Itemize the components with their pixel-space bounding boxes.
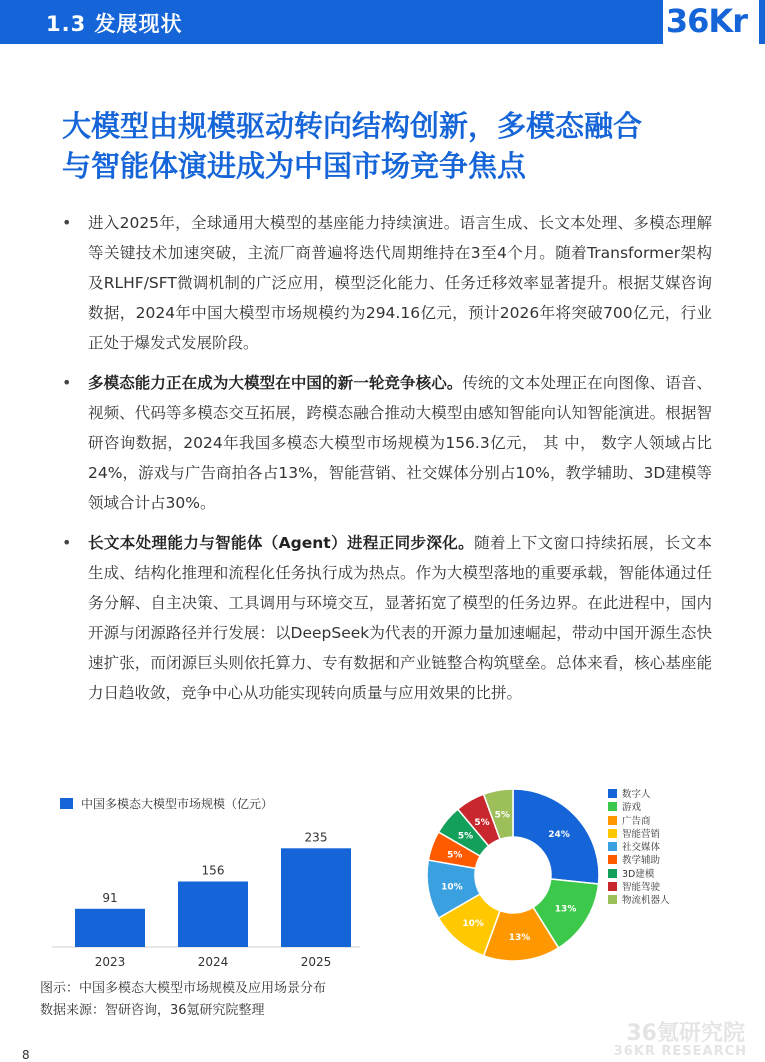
legend-label: 智能营销 bbox=[622, 828, 661, 840]
section-header-bar bbox=[0, 0, 765, 44]
legend-item bbox=[608, 868, 670, 881]
slice-value-label: 24% bbox=[548, 830, 570, 841]
legend-label: 数字人 bbox=[622, 789, 651, 800]
slice-value-label: 5% bbox=[447, 850, 463, 861]
slice-value-label: 10% bbox=[441, 882, 463, 893]
legend-swatch bbox=[60, 798, 73, 809]
bar-value-label: 235 bbox=[304, 830, 328, 845]
legend-swatch bbox=[608, 869, 617, 878]
bar-2025 bbox=[281, 848, 351, 947]
donut-chart bbox=[420, 782, 606, 968]
bar-legend-label: 中国多模态大模型市场规模（亿元） bbox=[81, 797, 274, 811]
caption-title: 图示：中国多模态大模型市场规模及应用场景分布 bbox=[40, 981, 327, 996]
bullet-lead: 多模态能力正在成为大模型在中国的新一轮竞争核心。 bbox=[88, 374, 463, 392]
page-number: 8 bbox=[22, 1048, 30, 1062]
heading-line-2: 与智能体演进成为中国市场竞争焦点 bbox=[62, 149, 527, 183]
bullet-dot-icon: • bbox=[62, 373, 72, 392]
bar-chart-legend bbox=[60, 795, 273, 812]
bullet-lead: 长文本处理能力与智能体（Agent）进程正同步深化。 bbox=[88, 534, 475, 552]
caption-source: 数据来源：智研咨询，36氪研究院整理 bbox=[40, 1003, 265, 1018]
legend-swatch bbox=[608, 882, 617, 891]
legend-label: 社交媒体 bbox=[622, 842, 661, 854]
donut-chart-legend bbox=[608, 788, 670, 908]
page-heading bbox=[62, 106, 722, 186]
legend-label: 教学辅助 bbox=[622, 855, 661, 867]
legend-swatch bbox=[608, 802, 617, 811]
bullet-dot-icon: • bbox=[62, 213, 72, 232]
brand-logo: 36Kr bbox=[665, 2, 747, 40]
bullet-dot-icon: • bbox=[62, 533, 72, 552]
bar-2024 bbox=[178, 881, 248, 947]
watermark: 36氪研究院 bbox=[626, 1021, 745, 1046]
slice-value-label: 13% bbox=[508, 933, 531, 944]
legend-swatch bbox=[608, 829, 617, 838]
bullet-list bbox=[62, 208, 712, 718]
bar-2023 bbox=[75, 909, 145, 947]
legend-swatch bbox=[608, 895, 617, 904]
legend-swatch bbox=[608, 789, 617, 798]
legend-label: 广告商 bbox=[622, 815, 651, 827]
legend-swatch bbox=[608, 842, 617, 851]
legend-item bbox=[608, 854, 670, 867]
bullet-item-market-scale bbox=[62, 208, 712, 358]
bar-category-label: 2024 bbox=[197, 955, 229, 969]
slice-value-label: 10% bbox=[462, 918, 484, 929]
legend-label: 游戏 bbox=[622, 802, 642, 814]
legend-label: 物流机器人 bbox=[622, 895, 670, 907]
bar-value-label: 91 bbox=[102, 890, 118, 905]
bar-category-label: 2023 bbox=[94, 955, 126, 969]
legend-swatch bbox=[608, 816, 617, 825]
section-title: 1.3 发展现状 bbox=[46, 12, 183, 36]
legend-item bbox=[608, 815, 670, 828]
legend-item bbox=[608, 828, 670, 841]
figure-caption bbox=[40, 978, 326, 1022]
slice-value-label: 5% bbox=[457, 831, 474, 842]
slice-value-label: 13% bbox=[554, 904, 577, 915]
bullet-item-multimodal bbox=[62, 368, 712, 518]
legend-item bbox=[608, 881, 670, 894]
legend-item bbox=[608, 841, 670, 854]
bar-value-label: 156 bbox=[201, 863, 225, 878]
legend-item bbox=[608, 788, 670, 801]
legend-item bbox=[608, 894, 670, 907]
bar-chart bbox=[40, 815, 370, 975]
heading-line-1: 大模型由规模驱动转向结构创新，多模态融合 bbox=[62, 109, 643, 143]
logo-area bbox=[663, 0, 759, 44]
watermark-sub: 36KR RESEARCH bbox=[613, 1044, 747, 1059]
bullet-text: 随着上下文窗口持续拓展，长文本生成、结构化推理和流程化任务执行成为热点。作为大模型落地的重要承载，智能体通过任务分解、自主决策、工具调用与环境交互，显著拓宽了模型的任务边界。在此进程中，国内开源与闭源路径并行发展：以DeepSeek为代表的开源力量加速崛起，带动中国开源生态快速扩张，而闭源巨头则依托算力、专有数据和产业链整合构筑壁垒。总体来看，核心基座能力日趋收敛，竞争中心从功能实现转向质量与应用效果的比拼。 bbox=[88, 534, 712, 702]
legend-label: 智能驾驶 bbox=[622, 882, 661, 894]
legend-swatch bbox=[608, 855, 617, 864]
slice-value-label: 5% bbox=[474, 817, 490, 828]
bullet-item-agent bbox=[62, 528, 712, 708]
bullet-text: 传统的文本处理正在向图像、语音、视频、代码等多模态交互拓展，跨模态融合推动大模型由感知智能向认知智能演进。根据智研咨询数据，2024年我国多模态大模型市场规模为156.3亿元， 其 中， 数字人领域占比24%，游戏与广告商拍各占13%，智能营销、社交媒体分别占10%，教学辅助、3D建模等领域合计占30%。 bbox=[88, 374, 712, 512]
bar-category-label: 2025 bbox=[300, 955, 332, 969]
legend-label: 3D建模 bbox=[622, 868, 655, 880]
bullet-text: 进入2025年，全球通用大模型的基座能力持续演进。语言生成、长文本处理、多模态理解等关键技术加速突破，主流厂商普遍将迭代周期维持在3至4个月。随着Transformer架构及RLHF/SFT微调机制的广泛应用，模型泛化能力、任务迁移效率显著提升。根据艾媒咨询数据，2024年中国大模型市场规模约为294.16亿元，预计2026年将突破700亿元，行业正处于爆发式发展阶段。 bbox=[88, 214, 712, 352]
legend-item bbox=[608, 801, 670, 814]
slice-value-label: 5% bbox=[494, 810, 510, 821]
